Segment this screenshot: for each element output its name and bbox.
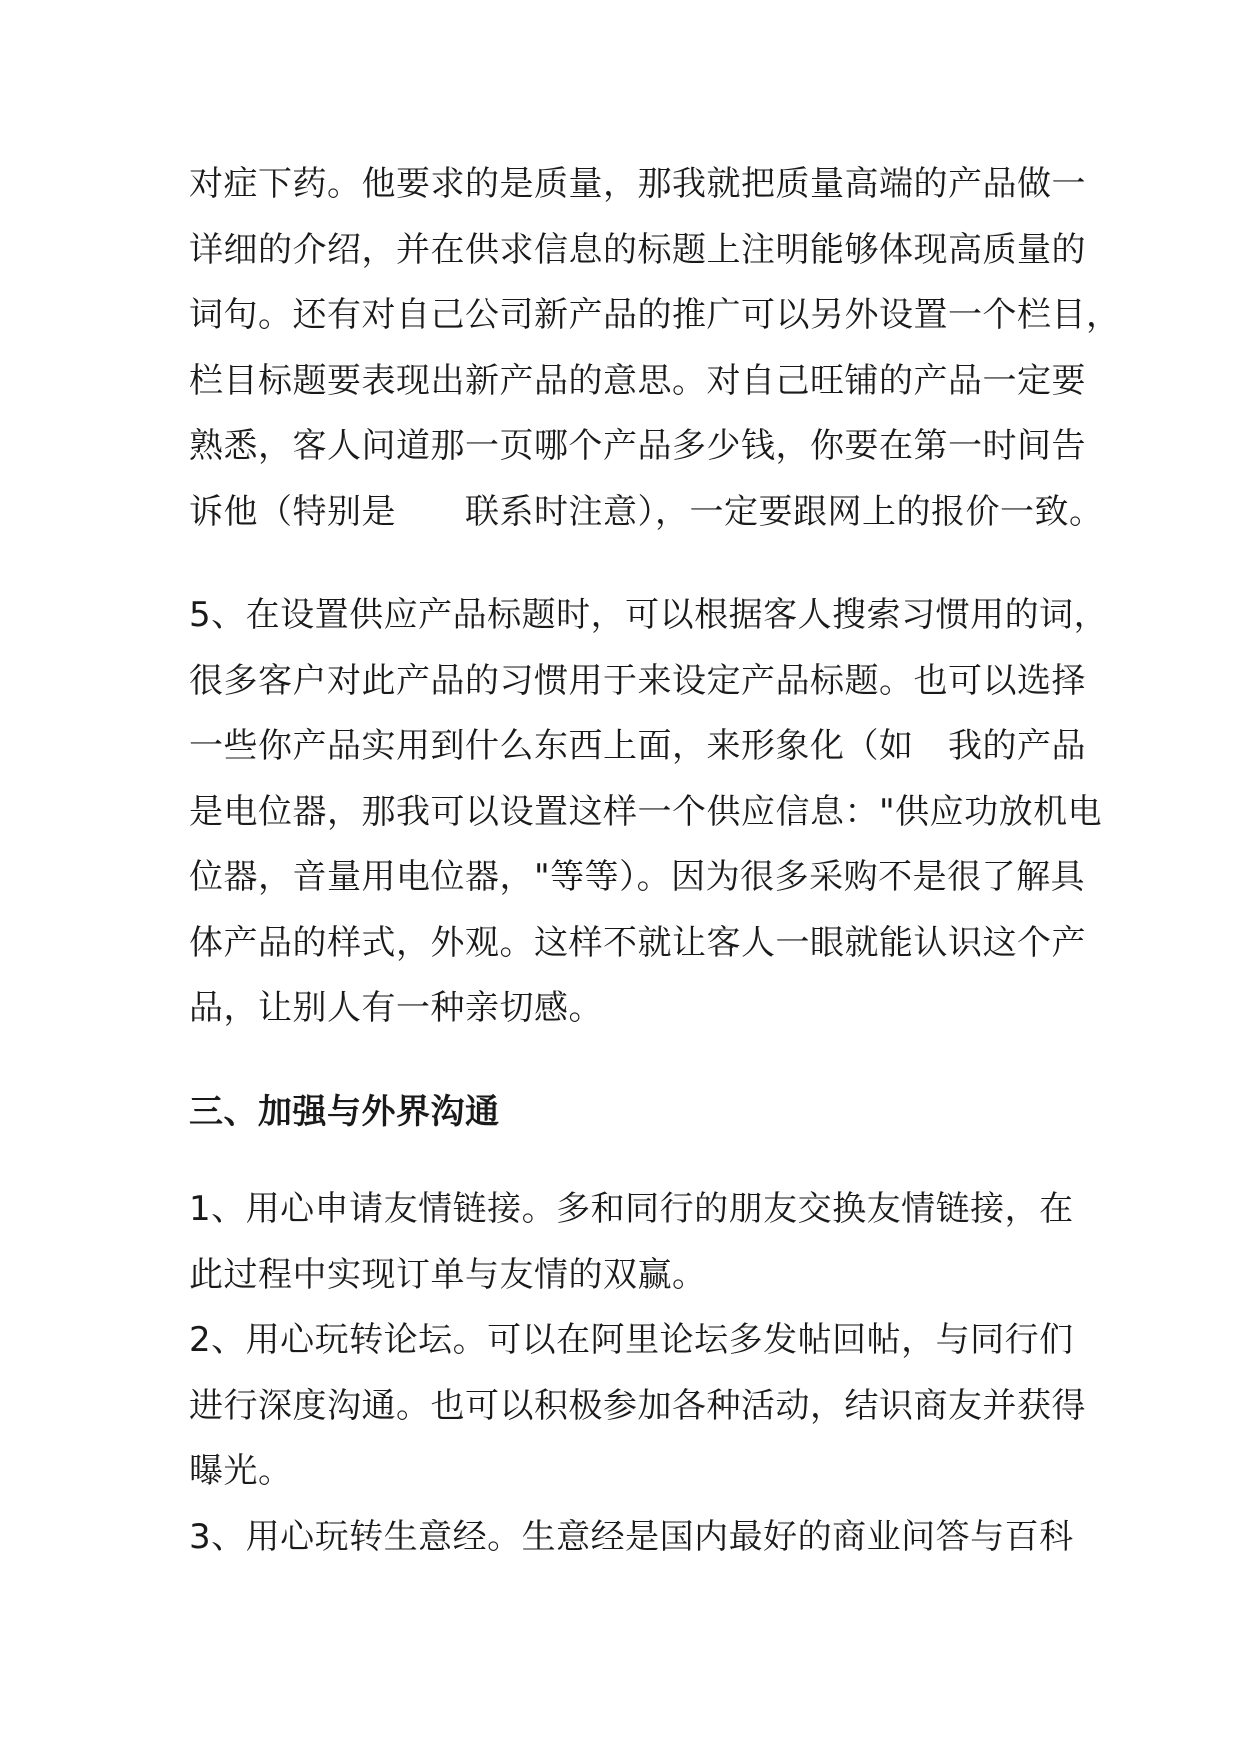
text-line: 位器，音量用电位器，"等等）。因为很多采购不是很了解具 bbox=[189, 857, 1086, 897]
text-line: 一些你产品实用到什么东西上面，来形象化（如 我的产品 bbox=[189, 726, 1086, 766]
paragraph-spacer bbox=[189, 545, 1069, 583]
paragraph-spacer bbox=[189, 1145, 1069, 1177]
list-item-2 bbox=[189, 1308, 1086, 1505]
text-line: 曝光。 bbox=[189, 1451, 293, 1491]
text-line: 2、用心玩转论坛。可以在阿里论坛多发帖回帖，与同行们 bbox=[189, 1320, 1074, 1360]
document-page bbox=[189, 152, 1121, 1570]
paragraph-1 bbox=[189, 152, 1121, 545]
text-line: 对症下药。他要求的是质量，那我就把质量高端的产品做一 bbox=[189, 164, 1086, 204]
text-line: 熟悉，客人问道那一页哪个产品多少钱，你要在第一时间告 bbox=[189, 426, 1086, 466]
text-line: 栏目标题要表现出新产品的意思。对自己旺铺的产品一定要 bbox=[189, 360, 1086, 401]
text-line: 品，让别人有一种亲切感。 bbox=[189, 988, 603, 1028]
list-item-1 bbox=[189, 1177, 1074, 1308]
text-line: 详细的介绍，并在供求信息的标题上注明能够体现高质量的 bbox=[189, 229, 1086, 270]
text-line: 3、用心玩转生意经。生意经是国内最好的商业问答与百科 bbox=[189, 1516, 1074, 1557]
text-line: 进行深度沟通。也可以积极参加各种活动，结识商友并获得 bbox=[189, 1385, 1086, 1426]
text-line: 词句。还有对自己公司新产品的推广可以另外设置一个栏目， bbox=[189, 295, 1121, 335]
paragraph-2 bbox=[189, 583, 1109, 1042]
section-heading: 三、加强与外界沟通 bbox=[189, 1091, 500, 1132]
text-line: 此过程中实现订单与友情的双赢。 bbox=[189, 1254, 707, 1295]
text-line: 1、用心申请友情链接。多和同行的朋友交换友情链接，在 bbox=[189, 1189, 1074, 1229]
text-line: 体产品的样式，外观。这样不就让客人一眼就能认识这个产 bbox=[189, 922, 1086, 963]
text-line: 很多客户对此产品的习惯用于来设定产品标题。也可以选择 bbox=[189, 660, 1086, 701]
text-line: 是电位器，那我可以设置这样一个供应信息："供应功放机电 bbox=[189, 791, 1103, 832]
text-line: 诉他（特别是 联系时注意），一定要跟网上的报价一致。 bbox=[189, 491, 1104, 532]
paragraph-spacer bbox=[189, 1042, 1069, 1080]
text-line: 5、在设置供应产品标题时，可以根据客人搜索习惯用的词， bbox=[189, 595, 1109, 635]
list-item-3 bbox=[189, 1505, 1074, 1571]
